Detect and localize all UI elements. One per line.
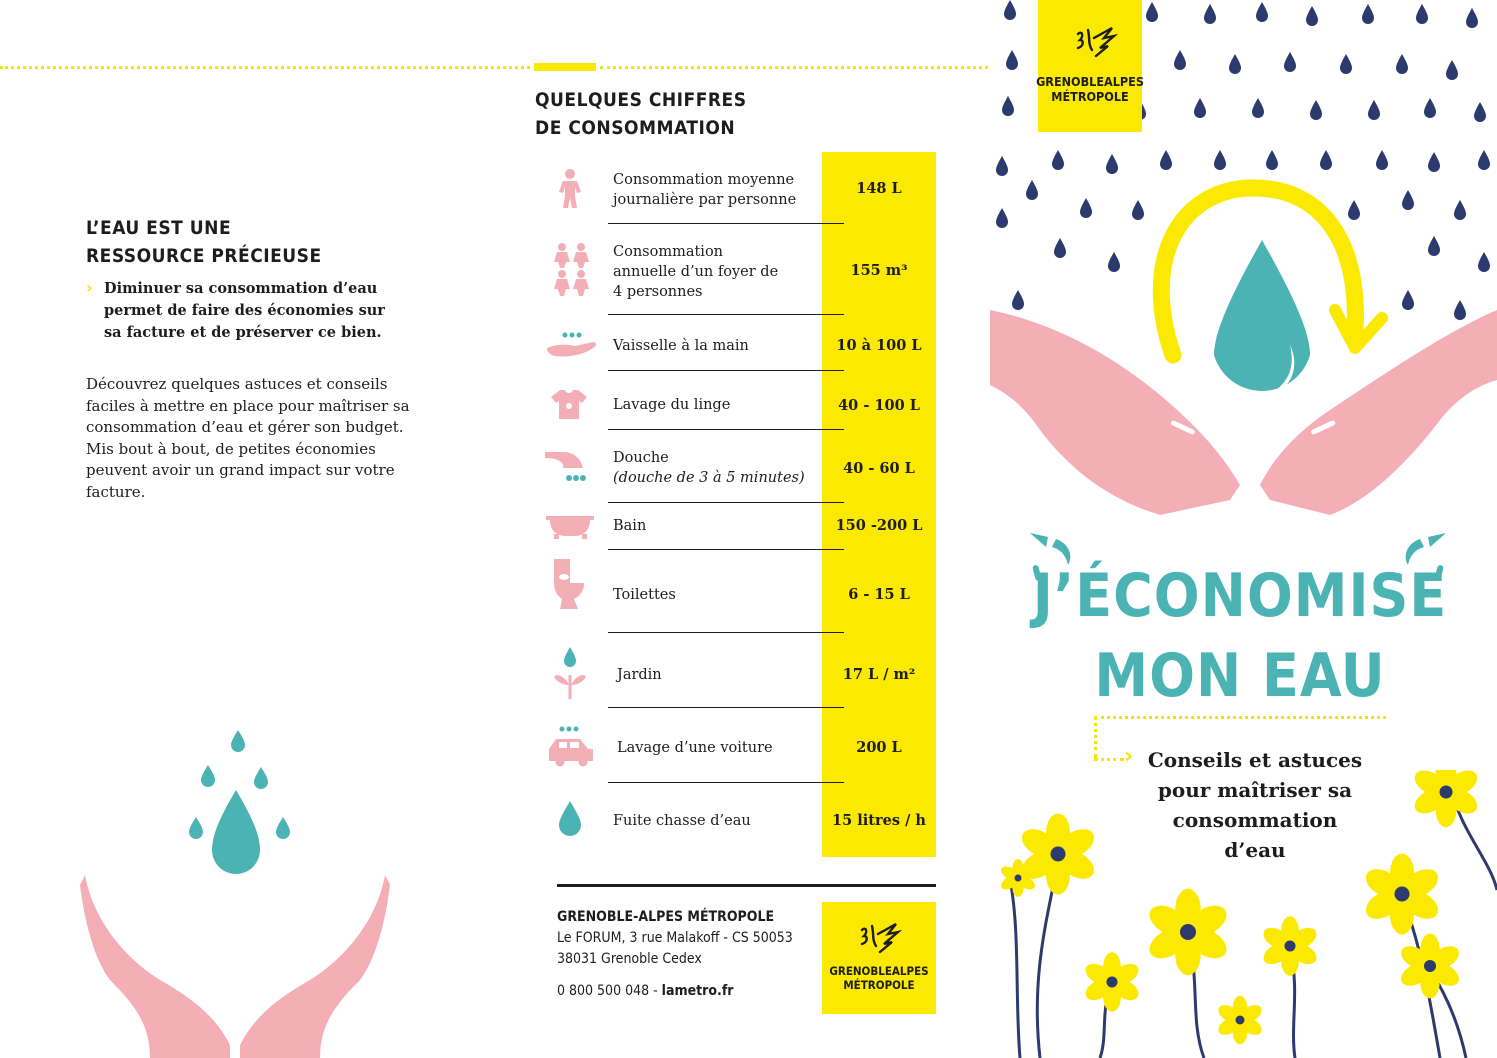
row-label: Fuite chasse d’eau bbox=[613, 813, 751, 829]
row-divider bbox=[608, 549, 844, 550]
address-line: Le FORUM, 3 rue Malakoff - CS 50053 bbox=[557, 930, 793, 946]
row-value: 17 L / m² bbox=[842, 666, 916, 683]
phone-number[interactable]: 0 800 500 048 bbox=[557, 983, 650, 999]
drop-large-icon bbox=[212, 790, 260, 874]
chevron-right-icon: › bbox=[1124, 744, 1134, 769]
car-icon bbox=[546, 725, 596, 769]
row-divider bbox=[608, 632, 844, 633]
intro-body: Découvrez quelques astuces et conseils faciles à mettre en place pour maîtriser sa consommation d’eau et gérer son budget. Mis bout à bout, de petites économies peuvent avoir un grand impact sur votre facture. bbox=[86, 375, 410, 501]
address-block: GRENOBLE-ALPES MÉTROPOLE Le FORUM, 3 rue Malakoff - CS 50053 38031 Grenoble Cedex 0 800 500 048 - lametro.fr bbox=[557, 907, 817, 1002]
row-value: 40 - 100 L bbox=[838, 397, 920, 414]
drop-small-icon bbox=[201, 765, 215, 787]
address-divider bbox=[557, 884, 936, 887]
row-value: 6 - 15 L bbox=[848, 586, 910, 603]
row-label: Toilettes bbox=[613, 587, 676, 603]
subtitle-dotted-rule bbox=[1094, 716, 1386, 719]
top-yellow-bar bbox=[534, 63, 596, 71]
subtitle-dotted-short bbox=[1094, 758, 1124, 761]
org-name: GRENOBLE-ALPES MÉTROPOLE bbox=[557, 909, 775, 925]
row-label: Bain bbox=[613, 518, 647, 534]
cover-title: J’ÉCONOMISE MON EAU bbox=[1032, 561, 1448, 711]
row-value: 15 litres / h bbox=[832, 812, 926, 829]
row-label: Jardin bbox=[617, 667, 662, 683]
row-label: Douche (douche de 3 à 5 minutes) bbox=[613, 450, 805, 486]
chevron-right-icon: › bbox=[86, 278, 93, 297]
logo-bird-icon bbox=[858, 920, 902, 956]
row-value: 150 -200 L bbox=[835, 517, 923, 534]
shower-icon bbox=[543, 444, 593, 490]
subtitle-dotted-left bbox=[1094, 716, 1097, 758]
toilet-icon bbox=[550, 557, 588, 611]
drop-small-icon bbox=[254, 767, 268, 789]
cover-subtitle: Conseils et astuces pour maîtriser sa consommation d’eau bbox=[1147, 748, 1363, 862]
figures-title: QUELQUES CHIFFRES DE CONSOMMATION bbox=[535, 89, 747, 139]
metropole-logo-small: GRENOBLEALPES MÉTROPOLE bbox=[822, 902, 936, 1014]
family-icon bbox=[552, 242, 592, 298]
website-link[interactable]: lametro.fr bbox=[661, 983, 734, 999]
drop-small-icon bbox=[189, 817, 203, 839]
flowers-illustration bbox=[990, 770, 1497, 1058]
row-divider bbox=[608, 370, 844, 371]
dish-hand-icon bbox=[545, 330, 597, 360]
row-divider bbox=[608, 502, 844, 503]
row-divider bbox=[608, 707, 844, 708]
row-divider bbox=[608, 429, 844, 430]
row-label: Consommation moyenne journalière par personne bbox=[613, 172, 797, 208]
row-label: Consommation annuelle d’un foyer de 4 personnes bbox=[613, 244, 779, 300]
row-value: 10 à 100 L bbox=[836, 337, 922, 354]
left-hand-icon bbox=[80, 875, 230, 1058]
logo-bird-icon bbox=[1074, 22, 1118, 62]
water-drop-icon bbox=[1214, 240, 1310, 391]
row-value: 148 L bbox=[856, 180, 902, 197]
top-dotted-rule bbox=[0, 66, 530, 69]
row-divider bbox=[608, 314, 844, 315]
row-label: Lavage d’une voiture bbox=[617, 740, 773, 756]
metropole-logo: GRENOBLEALPES MÉTROPOLE bbox=[1038, 0, 1142, 132]
row-divider bbox=[608, 782, 844, 783]
intro-bullet: › Diminuer sa consommation d’eau permet de faire des économies sur sa facture et de préserver ce bien. bbox=[86, 278, 385, 341]
row-value: 200 L bbox=[856, 739, 902, 756]
row-value: 40 - 60 L bbox=[843, 460, 915, 477]
top-dotted-rule-2 bbox=[600, 66, 988, 69]
address-line: 38031 Grenoble Cedex bbox=[557, 951, 702, 967]
drop-small-icon bbox=[231, 730, 245, 752]
left-hand-icon bbox=[990, 310, 1240, 515]
row-value: 155 m³ bbox=[850, 262, 908, 279]
drop-icon bbox=[557, 800, 583, 836]
hands-drop-illustration bbox=[80, 725, 390, 1058]
row-label: Vaisselle à la main bbox=[613, 338, 749, 354]
drop-small-icon bbox=[276, 817, 290, 839]
tshirt-icon bbox=[550, 388, 588, 420]
bathtub-icon bbox=[544, 510, 596, 540]
person-icon bbox=[555, 168, 585, 210]
row-divider bbox=[608, 223, 844, 224]
intro-heading: L’EAU EST UNE RESSOURCE PRÉCIEUSE bbox=[86, 217, 322, 267]
row-label: Lavage du linge bbox=[613, 397, 731, 413]
cover-illustration bbox=[990, 170, 1497, 520]
plant-icon bbox=[552, 645, 588, 701]
right-hand-icon bbox=[240, 875, 390, 1058]
